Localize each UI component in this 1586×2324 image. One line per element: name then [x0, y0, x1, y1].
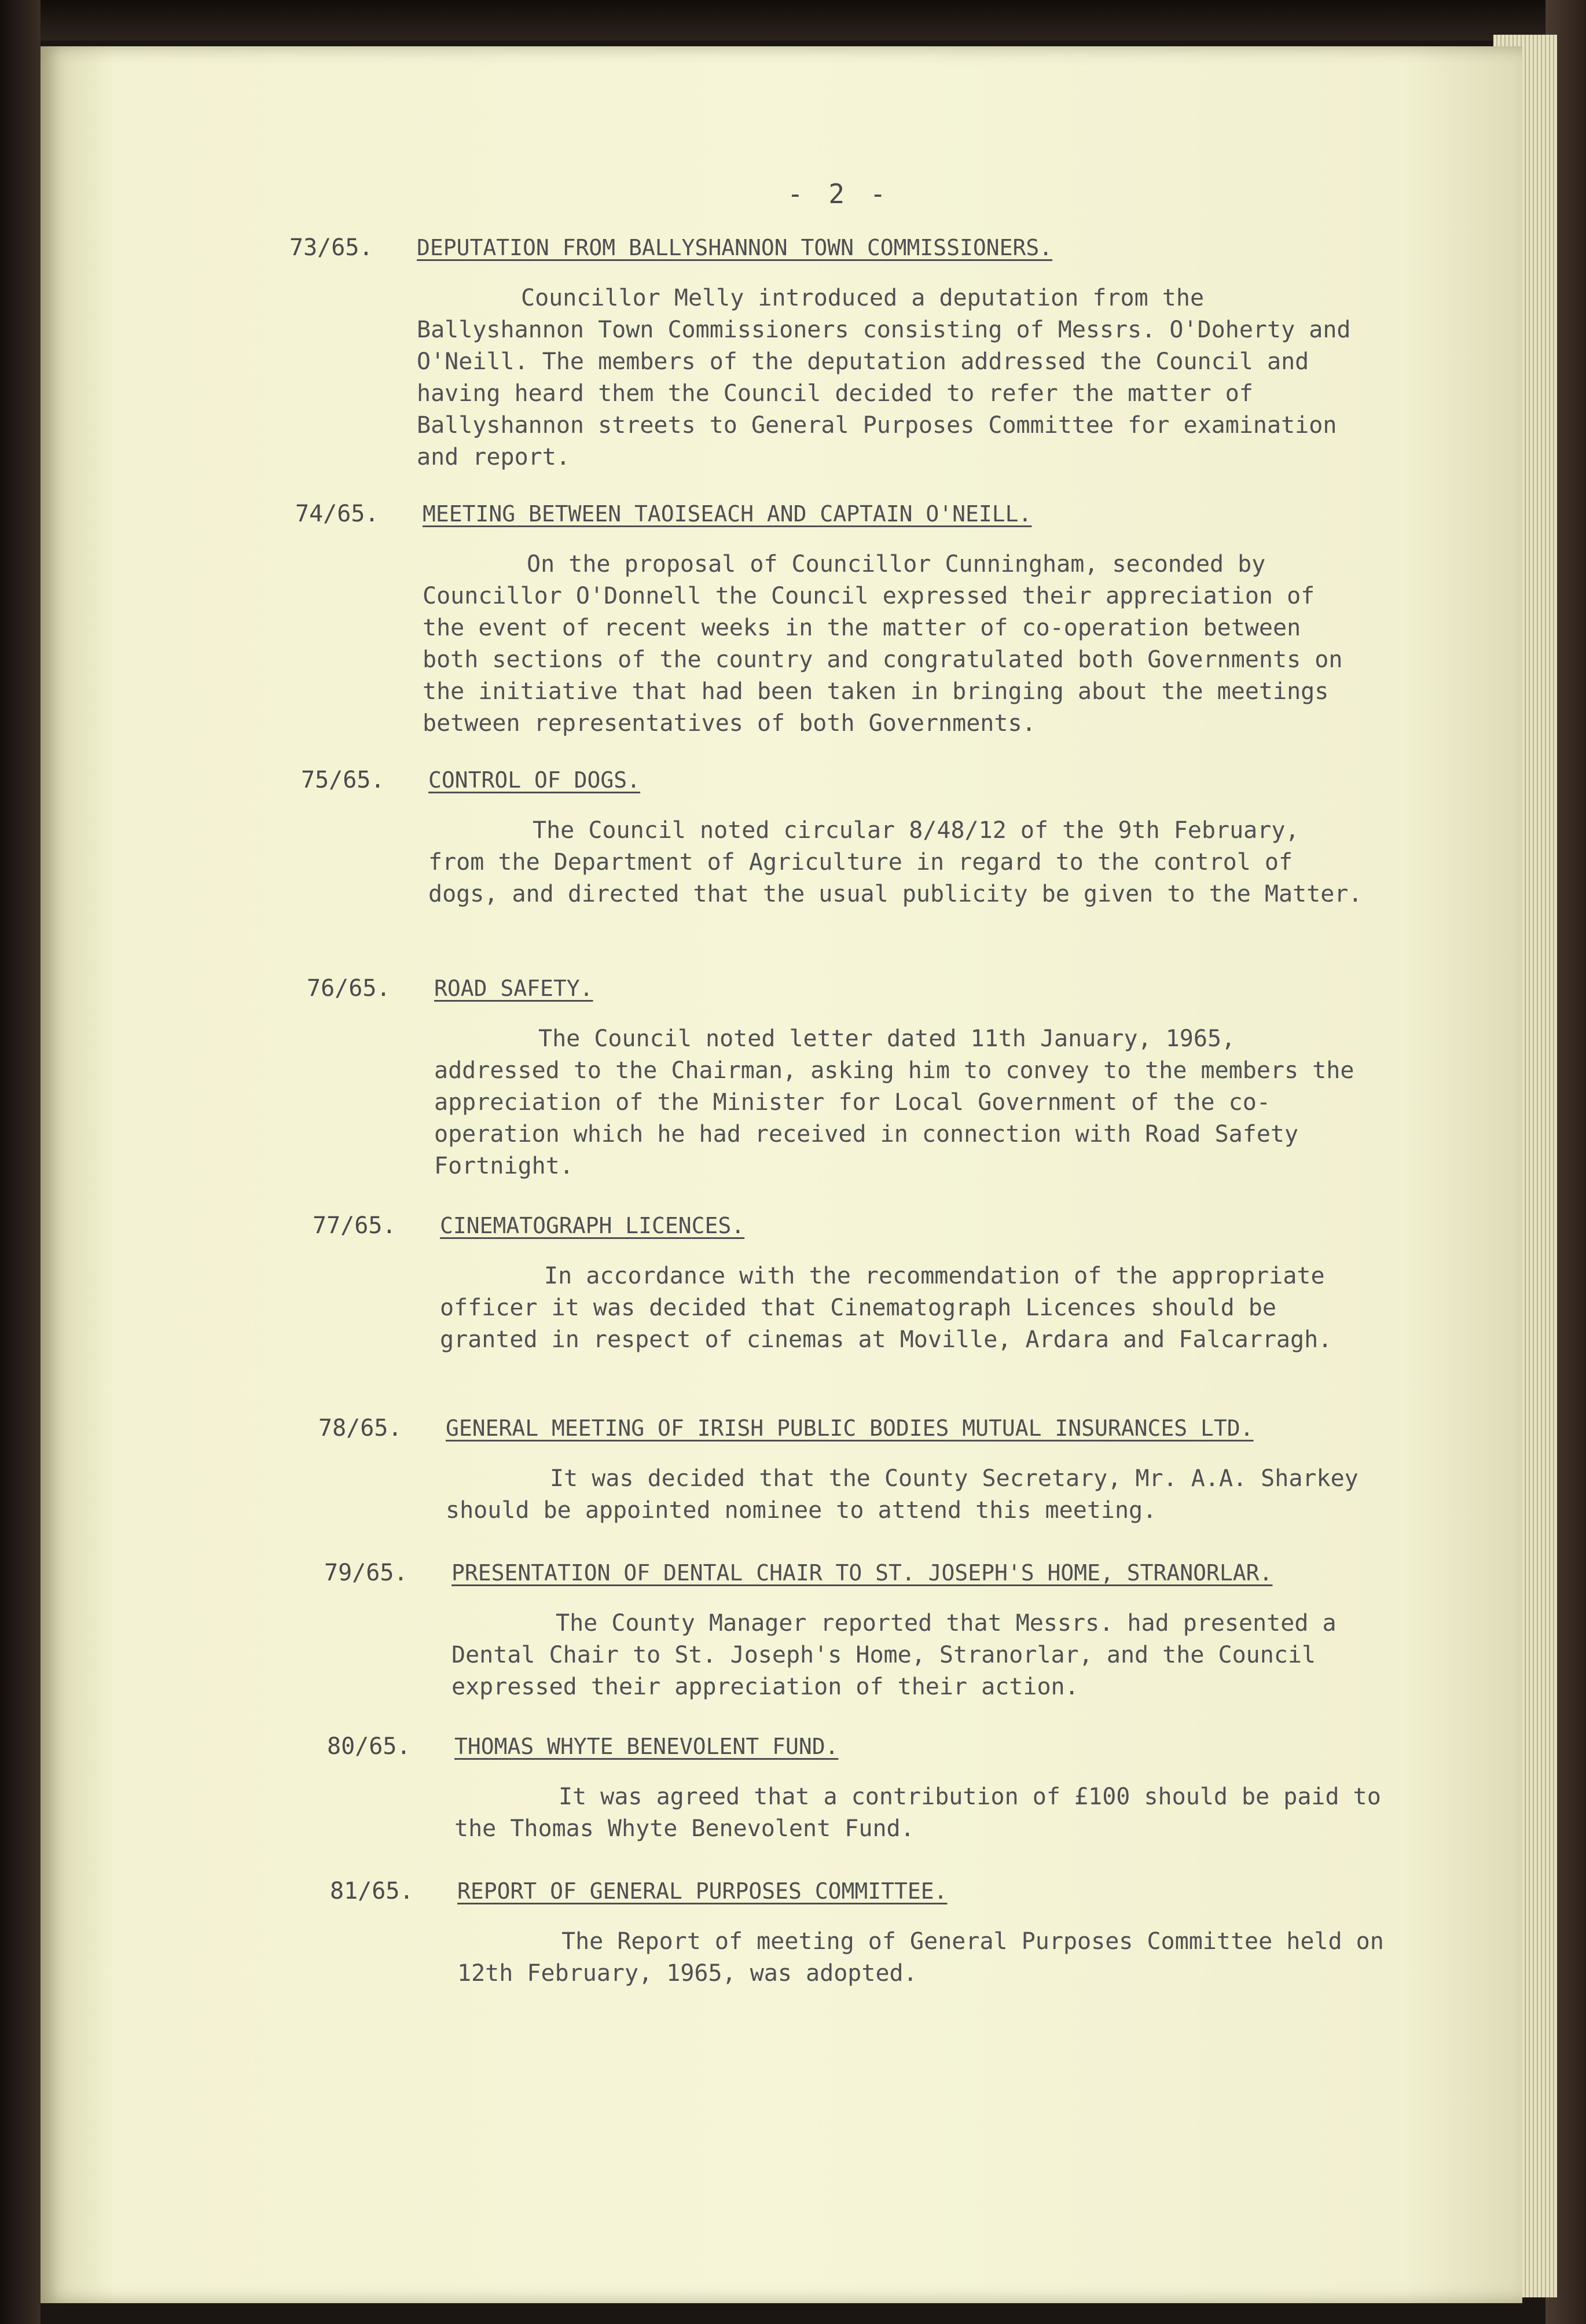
- item-body: In accordance with the recommendation of the appropriate officer it was decided that Cinematograph Licences should be granted in respect of cinemas at Moville, Ardara and Falcarragh.: [440, 1263, 1332, 1353]
- item-number: 75/65.: [301, 767, 385, 793]
- item-body: On the proposal of Councillor Cunningham, seconded by Councillor O'Donnell the Council expressed their appreciation of the event of recent weeks in the matter of co-operation between both sections of the country and congratulated both Governments on the initiative that had been taken in bringing about the meetings between representatives of both Governments.: [423, 551, 1343, 737]
- item-heading: MEETING BETWEEN TAOISEACH AND CAPTAIN O'NEILL.: [423, 501, 1032, 527]
- book-spine-left: [0, 0, 41, 2324]
- page-number: - 2 -: [787, 178, 891, 209]
- item-body: It was agreed that a contribution of £100 should be paid to the Thomas Whyte Benevolent Fund.: [454, 1784, 1381, 1842]
- item-number: 77/65.: [313, 1212, 396, 1239]
- item-number: 78/65.: [318, 1415, 402, 1442]
- document-page: [41, 46, 1522, 2303]
- item-number: 81/65.: [330, 1878, 414, 1904]
- item-heading: CINEMATOGRAPH LICENCES.: [440, 1213, 745, 1238]
- item-number: 76/65.: [307, 975, 391, 1002]
- item-heading: DEPUTATION FROM BALLYSHANNON TOWN COMMISSIONERS.: [417, 235, 1053, 260]
- item-heading: ROAD SAFETY.: [434, 976, 593, 1001]
- item-heading: GENERAL MEETING OF IRISH PUBLIC BODIES MUTUAL INSURANCES LTD.: [446, 1415, 1254, 1441]
- item-body: The County Manager reported that Messrs. had presented a Dental Chair to St. Joseph's Home, Stranorlar, and the Council expressed their appreciation of their action.: [451, 1610, 1337, 1700]
- item-number: 74/65.: [295, 501, 379, 527]
- item-number: 80/65.: [327, 1733, 411, 1760]
- item-heading: THOMAS WHYTE BENEVOLENT FUND.: [454, 1734, 839, 1759]
- item-body: The Report of meeting of General Purposes Committee held on 12th February, 1965, was adopted.: [457, 1928, 1384, 1987]
- item-number: 73/65.: [289, 234, 373, 261]
- item-body: The Council noted circular 8/48/12 of the 9th February, from the Department of Agriculture in regard to the control of dogs, and directed that the usual publicity be given to the Matter.: [428, 817, 1363, 907]
- item-body: It was decided that the County Secretary, Mr. A.A. Sharkey should be appointed nominee to attend this meeting.: [446, 1465, 1359, 1524]
- item-heading: CONTROL OF DOGS.: [428, 767, 641, 793]
- item-heading: REPORT OF GENERAL PURPOSES COMMITTEE.: [457, 1878, 948, 1904]
- item-number: 79/65.: [324, 1560, 408, 1586]
- item-body: The Council noted letter dated 11th January, 1965, addressed to the Chairman, asking him to convey to the members the appreciation of the Minister for Local Government of the co-operation which he had received in connection with Road Safety Fortnight.: [434, 1025, 1354, 1179]
- book-cover-top: [0, 0, 1586, 41]
- item-body: Councillor Melly introduced a deputation from the Ballyshannon Town Commissioners consisting of Messrs. O'Doherty and O'Neill. The members of the deputation addressed the Council and having heard them the Council decided to refer the matter of Ballyshannon streets to General Purposes Committee for examination and report.: [417, 285, 1351, 470]
- item-heading: PRESENTATION OF DENTAL CHAIR TO ST. JOSEPH'S HOME, STRANORLAR.: [451, 1560, 1273, 1586]
